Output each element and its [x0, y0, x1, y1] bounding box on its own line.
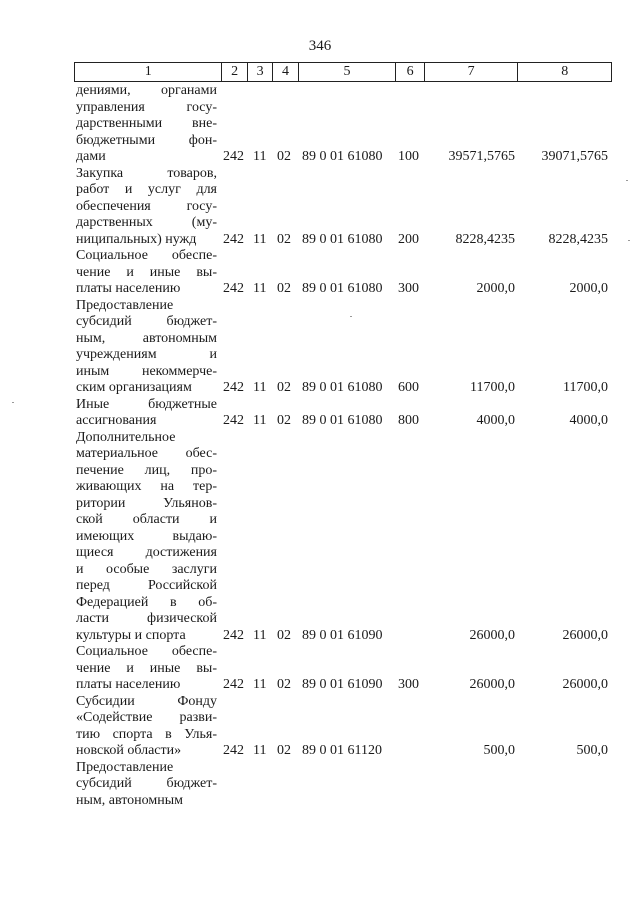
row-name-line: платы населению: [76, 281, 181, 296]
row-cell-col6: 300: [398, 281, 419, 296]
row-cell-col6: 300: [398, 677, 419, 692]
header-col-2: 2: [222, 63, 247, 82]
table-header: [74, 62, 612, 82]
row-name-line: Федерацией в об-: [76, 594, 217, 610]
row-cell-col8: 8228,4235: [548, 231, 608, 247]
row-name-line: чение и иные вы-: [76, 264, 217, 280]
row-name-line: чение и иные вы-: [76, 660, 217, 676]
row-cell-col5: 89 0 01 61090: [302, 677, 383, 692]
row-cell-col7: 4000,0: [476, 413, 515, 428]
table-row: [0, 248, 640, 298]
row-name: [76, 644, 217, 694]
row-name-line: Иные бюджетные: [76, 396, 217, 412]
row-name: [76, 298, 217, 397]
row-cell-col7: 26000,0: [469, 627, 515, 643]
row-name-line: ным, автономным: [76, 792, 184, 808]
row-name-line: дарственными вне-: [76, 116, 217, 131]
row-cell-col4: 02: [277, 627, 291, 643]
row-name-line: перед Российской: [76, 578, 217, 593]
row-cell-col3: 11: [253, 380, 267, 395]
header-col-8: 8: [518, 63, 612, 82]
row-cell-col7: 11700,0: [470, 380, 515, 395]
table-row: [0, 83, 640, 166]
row-name-line: дарственных (му-: [76, 215, 217, 230]
row-name-line: платы населению: [76, 677, 181, 692]
row-cell-col5: 89 0 01 61080: [302, 149, 383, 164]
row-cell-col7: 500,0: [483, 743, 515, 758]
row-name-line: живающих на тер-: [76, 479, 217, 494]
row-name-line: и особые заслуги: [76, 561, 217, 577]
row-cell-col7: 39571,5765: [448, 149, 515, 164]
row-cell-col6: 600: [398, 380, 419, 395]
row-cell-col2: 242: [223, 627, 244, 643]
table-row: [0, 430, 640, 645]
row-cell-col6: 100: [398, 149, 419, 164]
row-cell-col7: 2000,0: [476, 281, 515, 296]
table-row: [0, 166, 640, 249]
row-cell-col3: 11: [253, 231, 267, 247]
row-name-line: дами: [76, 149, 106, 164]
row-cell-col2: 242: [223, 677, 244, 692]
row-name: [76, 83, 217, 166]
row-cell-col3: 11: [253, 677, 267, 692]
row-name-line: новской области»: [76, 743, 182, 758]
row-name-line: материальное обес-: [76, 446, 217, 461]
row-cell-col3: 11: [253, 149, 267, 164]
row-name: [76, 166, 217, 249]
row-name-line: Дополнительное: [76, 429, 176, 445]
row-name: [76, 248, 217, 298]
row-cell-col8: 11700,0: [563, 380, 608, 395]
row-name-line: ласти физической: [76, 611, 217, 626]
row-cell-col2: 242: [223, 380, 244, 395]
row-name-line: имеющих выдаю-: [76, 528, 217, 544]
row-name-line: Социальное обеспе-: [76, 248, 217, 263]
row-name-line: ассигнования: [76, 413, 157, 428]
header-col-7: 7: [424, 63, 518, 82]
row-name-line: дениями, органами: [76, 83, 217, 98]
row-name-line: «Содействие разви-: [76, 710, 217, 725]
row-cell-col4: 02: [277, 281, 291, 296]
row-cell-col8: 26000,0: [562, 627, 608, 643]
row-cell-col5: 89 0 01 61080: [302, 231, 383, 247]
row-name-line: тию спорта в Улья-: [76, 726, 217, 742]
row-cell-col2: 242: [223, 281, 244, 296]
row-cell-col3: 11: [253, 627, 267, 643]
table-row: [0, 644, 640, 694]
row-cell-col4: 02: [277, 413, 291, 428]
row-cell-col3: 11: [253, 281, 267, 296]
row-cell-col4: 02: [277, 380, 291, 395]
row-cell-col8: 39071,5765: [541, 149, 608, 164]
row-cell-col5: 89 0 01 61080: [302, 413, 383, 428]
row-cell-col7: 26000,0: [469, 677, 515, 692]
row-cell-col5: 89 0 01 61090: [302, 627, 383, 643]
row-cell-col6: 800: [398, 413, 419, 428]
row-cell-col8: 500,0: [576, 743, 608, 758]
table-row: [0, 760, 640, 810]
row-cell-col5: 89 0 01 61120: [302, 743, 382, 758]
page-number: 346: [308, 38, 332, 54]
row-name-line: бюджетными фон-: [76, 132, 217, 148]
row-name-line: культуры и спорта: [76, 627, 186, 643]
row-name-line: ниципальных) нужд: [76, 231, 197, 247]
table-row: [0, 694, 640, 760]
row-cell-col7: 8228,4235: [455, 231, 515, 247]
header-col-5: 5: [298, 63, 396, 82]
row-cell-col3: 11: [253, 743, 267, 758]
row-cell-col8: 2000,0: [569, 281, 608, 296]
table-row: [0, 298, 640, 397]
row-name: [76, 430, 217, 645]
row-cell-col2: 242: [223, 743, 244, 758]
row-name-line: работ и услуг для: [76, 182, 217, 197]
header-col-3: 3: [247, 63, 272, 82]
row-cell-col8: 4000,0: [569, 413, 608, 428]
row-cell-col2: 242: [223, 231, 244, 247]
row-cell-col4: 02: [277, 231, 291, 247]
row-name: [76, 397, 217, 430]
row-cell-col4: 02: [277, 149, 291, 164]
row-cell-col2: 242: [223, 413, 244, 428]
row-name-line: ным, автономным: [76, 330, 217, 346]
row-name-line: иным некоммерче-: [76, 363, 217, 379]
row-name-line: обеспечения госу-: [76, 198, 217, 214]
row-name-line: печение лиц, про-: [76, 462, 217, 478]
table-row: [0, 397, 640, 430]
row-cell-col6: 200: [398, 231, 419, 247]
row-cell-col3: 11: [253, 413, 267, 428]
row-name-line: Предоставление: [76, 759, 174, 775]
row-name-line: ским организациям: [76, 380, 192, 395]
row-cell-col2: 242: [223, 149, 244, 164]
header-col-4: 4: [273, 63, 298, 82]
row-cell-col5: 89 0 01 61080: [302, 380, 383, 395]
row-name-line: Закупка товаров,: [76, 165, 217, 181]
row-name: [76, 760, 217, 810]
row-name-line: щиеся достижения: [76, 545, 217, 560]
row-name-line: субсидий бюджет-: [76, 314, 217, 329]
header-col-1: 1: [75, 63, 222, 82]
row-name: [76, 694, 217, 760]
row-cell-col5: 89 0 01 61080: [302, 281, 383, 296]
row-name-line: учреждениям и: [76, 347, 217, 362]
row-name-line: ской области и: [76, 512, 217, 527]
row-name-line: Социальное обеспе-: [76, 644, 217, 659]
row-cell-col4: 02: [277, 677, 291, 692]
row-cell-col8: 26000,0: [562, 677, 608, 692]
row-name-line: управления госу-: [76, 99, 217, 115]
row-name-line: ритории Ульянов-: [76, 495, 217, 511]
row-name-line: Предоставление: [76, 297, 174, 313]
header-col-6: 6: [396, 63, 424, 82]
row-cell-col4: 02: [277, 743, 291, 758]
row-name-line: субсидий бюджет-: [76, 776, 217, 791]
row-name-line: Субсидии Фонду: [76, 693, 217, 709]
